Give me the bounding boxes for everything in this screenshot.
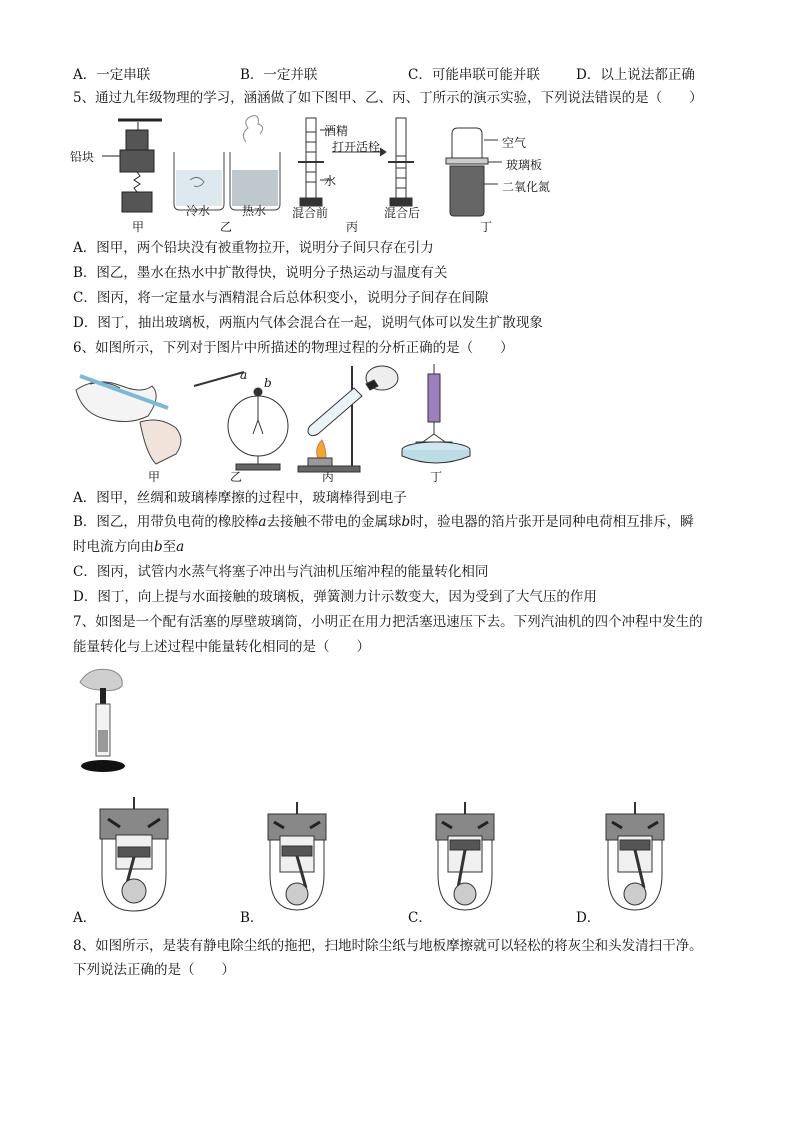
engine-label-b: B． xyxy=(240,910,264,926)
q5-label-before: 混合前 xyxy=(292,206,329,220)
q5-label-air: 空气 xyxy=(502,136,527,150)
engine-label-a: A． xyxy=(73,910,97,926)
q6-option-b-line2 xyxy=(73,537,184,557)
q6-label-yi: 乙 xyxy=(230,470,243,484)
q7-tube-illustration xyxy=(74,664,134,776)
q6-illustration xyxy=(70,362,480,482)
q6-b-text4: 时电流方向由 xyxy=(73,539,154,555)
q7-stem-line2: 能量转化与上述过程中能量转化相同的是（ ） xyxy=(73,639,370,655)
q6-label-b: b xyxy=(264,376,272,390)
q5-label-water: 水 xyxy=(324,174,337,188)
engine-d xyxy=(600,800,670,918)
q5-label-glass: 玻璃板 xyxy=(506,158,543,172)
q6-label-ding: 丁 xyxy=(430,470,443,484)
q5-label-lead: 铅块 xyxy=(70,150,95,164)
q5-label-jia: 甲 xyxy=(132,220,145,234)
q5-option-a: A．图甲，两个铅块没有被重物拉开，说明分子间只存在引力 xyxy=(73,240,434,256)
q5-option-b: B．图乙，墨水在热水中扩散得快，说明分子热运动与温度有关 xyxy=(73,265,448,281)
engine-label-c: C． xyxy=(408,910,432,926)
q6-option-d: D．图丁，向上提与水面接触的玻璃板，弹簧测力计示数变大，因为受到了大气压的作用 xyxy=(73,589,597,605)
q6-b-text5: 至 xyxy=(162,539,177,555)
q6-label-bing: 丙 xyxy=(322,470,335,484)
q7-stem-line1: 7、如图是一个配有活塞的厚壁玻璃筒，小明正在用力把活塞迅速压下去。下列汽油机的四个冲程中发生的 xyxy=(73,614,703,630)
q5-figure xyxy=(70,112,570,234)
engine-b xyxy=(262,800,332,918)
q5-label-open-valve: 打开活栓 xyxy=(332,140,381,154)
q5-label-no2: 二氧化氮 xyxy=(502,180,551,194)
q6-figure xyxy=(70,362,480,482)
q6-b-var-a: a xyxy=(258,514,267,530)
q4-option-d: D．以上说法都正确 xyxy=(576,67,695,83)
q4-option-a: A．一定串联 xyxy=(73,67,151,83)
q6-option-a: A．图甲，丝绸和玻璃棒摩擦的过程中，玻璃棒得到电子 xyxy=(73,490,407,506)
q5-option-c: C．图丙，将一定量水与酒精混合后总体积变小，说明分子间存在间隙 xyxy=(73,290,489,306)
q5-option-d: D．图丁，抽出玻璃板，两瓶内气体会混合在一起，说明气体可以发生扩散现象 xyxy=(73,315,543,331)
q6-b-var-b2: b xyxy=(154,539,163,555)
engine-c xyxy=(430,800,500,918)
engine-a xyxy=(94,795,174,917)
q5-label-ding: 丁 xyxy=(480,220,493,234)
q4-option-c: C．可能串联可能并联 xyxy=(408,67,540,83)
q8-stem-line1: 8、如图所示，是装有静电除尘纸的拖把，扫地时除尘纸与地板摩擦就可以轻松的将灰尘和头发清扫干净。 xyxy=(73,938,703,954)
q5-label-hot: 热水 xyxy=(242,204,267,218)
engine-label-d: D． xyxy=(576,910,601,926)
q6-b-var-b: b xyxy=(401,514,411,530)
q5-label-yi: 乙 xyxy=(220,220,233,234)
q4-option-b: B．一定并联 xyxy=(240,67,318,83)
q6-b-var-a2: a xyxy=(176,539,185,555)
q6-option-c: C．图丙，试管内水蒸气将塞子冲出与汽油机压缩冲程的能量转化相同 xyxy=(73,564,489,580)
q6-stem: 6、如图所示，下列对于图片中所描述的物理过程的分析正确的是（ ） xyxy=(73,340,514,356)
q6-option-b-line1 xyxy=(73,512,694,532)
q6-b-text1: B．图乙，用带负电荷的橡胶棒 xyxy=(73,514,259,530)
q7-glass-tube-figure xyxy=(74,664,134,776)
q6-label-jia: 甲 xyxy=(148,470,161,484)
q5-label-bing: 丙 xyxy=(346,220,359,234)
q5-label-after: 混合后 xyxy=(384,206,421,220)
q5-label-cold: 冷水 xyxy=(186,204,211,218)
q5-stem: 5、通过九年级物理的学习，涵涵做了如下图甲、乙、丙、丁所示的演示实验，下列说法错误的是（ ） xyxy=(73,90,703,106)
q5-label-alcohol: 酒精 xyxy=(324,124,349,138)
q6-b-text2: 去接触不带电的金属球 xyxy=(266,514,402,530)
q6-label-a: a xyxy=(240,368,248,382)
q8-stem-line2: 下列说法正确的是（ ） xyxy=(73,962,235,978)
q6-b-text3: 时，验电器的箔片张开是同种电荷相互排斥，瞬 xyxy=(410,514,694,530)
